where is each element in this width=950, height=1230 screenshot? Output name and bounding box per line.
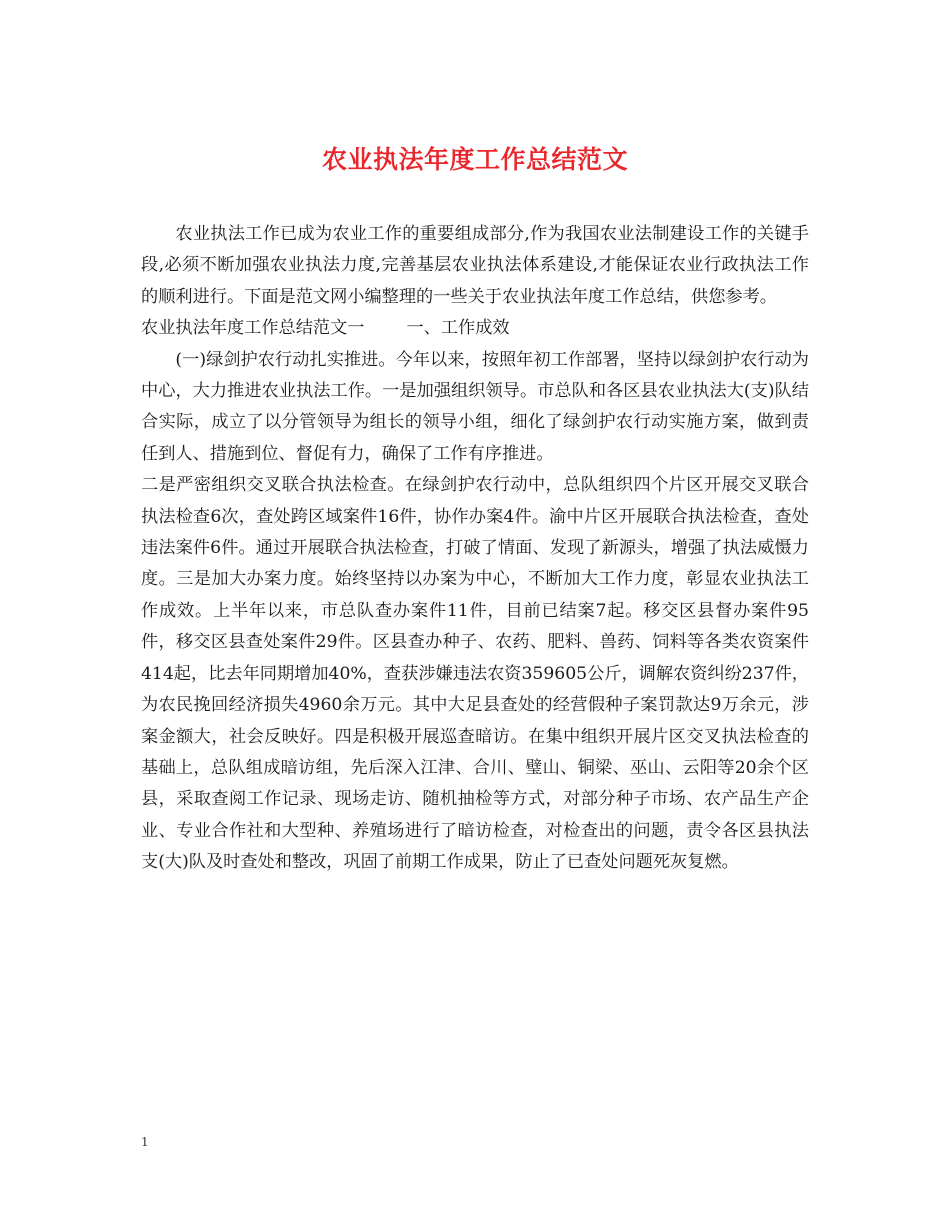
section-heading-line: [141, 313, 809, 344]
document-title: 农业执法年度工作总结范文: [321, 145, 628, 174]
body-paragraph-1: (一)绿剑护农行动扎实推进。今年以来，按照年初工作部署，坚持以绿剑护农行动为中心，大力推进农业执法工作。一是加强组织领导。市总队和各区县农业执法大(支)队结合实际，成立了以分管领导为组长的领导小组，细化了绿剑护农行动实施方案，做到责任到人、措施到位、督促有力，确保了工作有序推进。: [141, 349, 809, 464]
intro-paragraph: 农业执法工作已成为农业工作的重要组成部分,作为我国农业法制建设工作的关键手段,必须不断加强农业执法力度,完善基层农业执法体系建设,才能保证农业行政执法工作的顺利进行。下面是范文网小编整理的一些关于农业执法年度工作总结，供您参考。: [141, 224, 809, 307]
body-paragraph-2: 二是严密组织交叉联合执法检查。在绿剑护农行动中，总队组织四个片区开展交叉联合执法检查6次，查处跨区域案件16件，协作办案4件。渝中片区开展联合执法检查，查处违法案件6件。通过开展联合执法检查，打破了情面、发现了新源头，增强了执法威慑力度。三是加大办案力度。始终坚持以办案为中心，不断加大工作力度，彰显农业执法工作成效。上半年以来，市总队查办案件11件，目前已结案7起。移交区县督办案件95件，移交区县查处案件29件。区县查办种子、农药、肥料、兽药、饲料等各类农资案件414起，比去年同期增加40%，查获涉嫌违法农资359605公斤，调解农资纠纷237件，为农民挽回经济损失4960余万元。其中大足县查处的经营假种子案罚款达9万余元，涉案金额大，社会反映好。四是积极开展巡查暗访。在集中组织开展片区交叉执法检查的基础上，总队组成暗访组，先后深入江津、合川、璧山、铜梁、巫山、云阳等20余个区县，采取查阅工作记录、现场走访、随机抽检等方式，对部分种子市场、农产品生产企业、专业合作社和大型种、养殖场进行了暗访检查，对检查出的问题，责令各区县执法支(大)队及时查处和整改，巩固了前期工作成果，防止了已查处问题死灰复燃。: [141, 475, 809, 873]
subsection-heading: 一、工作成效: [406, 318, 510, 339]
page-number: 1: [141, 1135, 149, 1149]
section-heading: 农业执法年度工作总结范文一: [141, 318, 365, 339]
document-body: [141, 219, 809, 879]
